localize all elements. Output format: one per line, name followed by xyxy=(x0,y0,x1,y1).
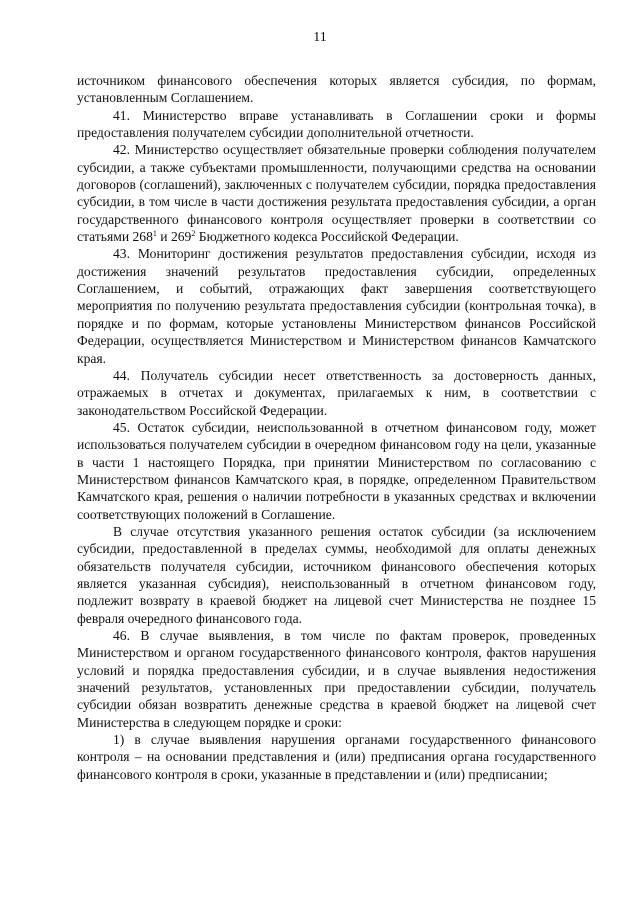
paragraph-43: 43. Мониторинг достижения результатов предоставления субсидии, исходя из достижения значений результатов предоставления субсидии, определенных Соглашением, и событий, отражающих факт завершения соответствующего мероприятия по получению результата предоставления субсидии (контрольная точка), в порядке и по формам, которые установлены Министерством финансов Российской Федерации, осуществляется Министерством и Министерством финансов Камчатского края. xyxy=(77,246,596,366)
paragraph-42 xyxy=(77,141,596,245)
paragraph-46-item-1: 1) в случае выявления нарушения органами государственного финансового контроля – на основании представления и (или) предписания органа государственного финансового контроля в сроки, указанные в представлении и (или) предписании; xyxy=(77,732,596,782)
superscript-2: 2 xyxy=(191,229,196,239)
document-body xyxy=(77,72,596,783)
paragraph-42-tail: Бюджетного кодекса Российской Федерации. xyxy=(195,229,459,245)
paragraph-41: 41. Министерство вправе устанавливать в Соглашении сроки и формы предоставления получателем субсидии дополнительной отчетности. xyxy=(77,107,596,141)
paragraph-45: 45. Остаток субсидии, неиспользованной в отчетном финансовом году, может использоваться получателем субсидии в очередном финансовом году на цели, указанные в части 1 настоящего Порядка, при принятии Министерством по согласованию с Министерством финансов Камчатского края, в порядке, определенном Правительством Камчатского края, решения о наличии потребности в указанных средствах и включении соответствующих положений в Соглашение. xyxy=(77,419,596,522)
paragraph-42-mid: и 269 xyxy=(156,229,192,245)
page-number: 11 xyxy=(313,30,327,45)
paragraph-44: 44. Получатель субсидии несет ответственность за достоверность данных, отражаемых в отчетах и документах, прилагаемых к ним, в соответствии с законодательством Российской Федерации. xyxy=(77,367,596,418)
paragraph-45-continued: В случае отсутствия указанного решения остаток субсидии (за исключением субсидии, предоставленной в пределах суммы, необходимой для оплаты денежных обязательств получателя субсидии, источником финансового обеспечения которых является указанная субсидия), неиспользованный в отчетном финансовом году, подлежит возврату в краевой бюджет на лицевой счет Министерства не позднее 15 февраля очередного финансового года. xyxy=(77,523,596,626)
paragraph-42-text: 42. Министерство осуществляет обязательные проверки соблюдения получателем субсидии, а также субъектами промышленности, получающими средства на основании договоров (соглашений), заключенных с получателем субсидии, порядка предоставления субсидии, в том числе в части достижения результата предоставления субсидии, а орган государственного финансового контроля осуществляет проверки в соответствии со статьями 268 xyxy=(77,142,596,245)
paragraph-continuation: источником финансового обеспечения которых является субсидия, по формам, установленным Соглашением. xyxy=(77,73,596,106)
superscript-1: 1 xyxy=(152,229,157,239)
paragraph-46: 46. В случае выявления, в том числе по фактам проверок, проведенных Министерством и органом государственного финансового контроля, фактов нарушения условий и порядка предоставления субсидии, и в случае выявления недостижения значений результатов, установленных при предоставлении субсидии, получатель субсидии обязан возвратить денежные средства в краевой бюджет на лицевой счет Министерства в следующем порядке и сроки: xyxy=(77,628,596,730)
